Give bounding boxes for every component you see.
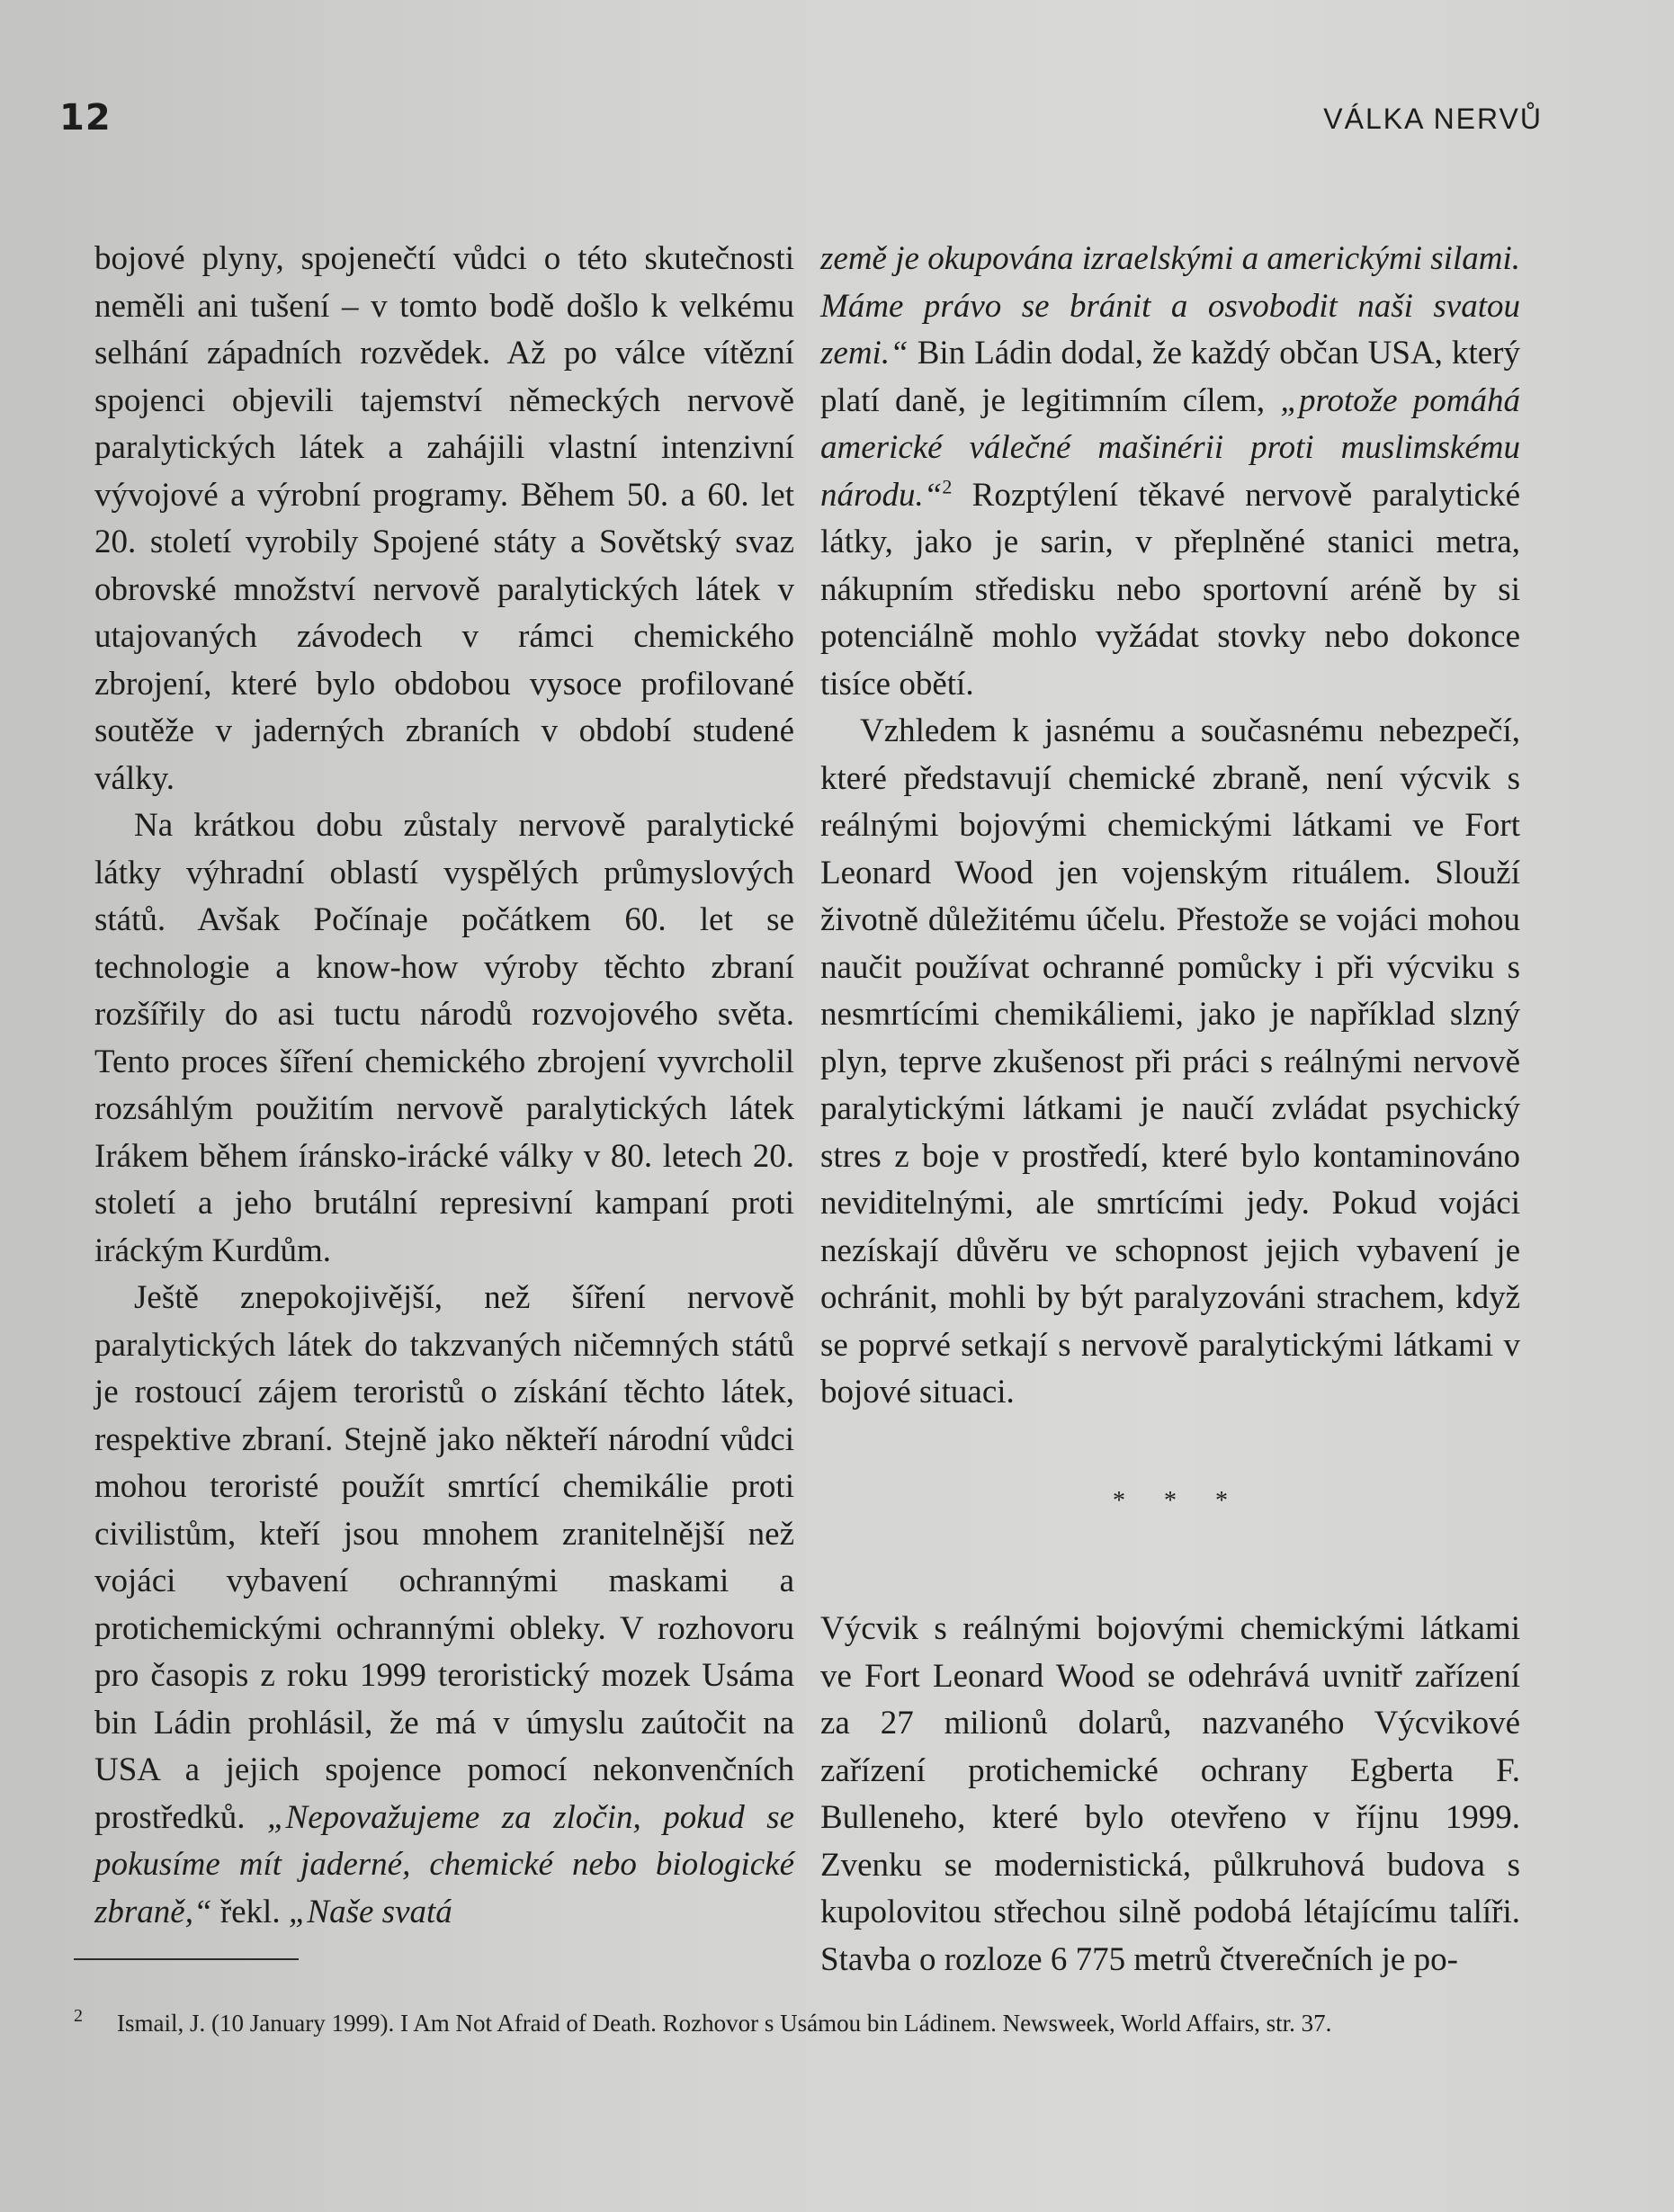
left-paragraph-3-text: Ještě znepokojivější, než šíření nervově paralytických látek do takzvaných ničemných států je rostoucí zájem teroristů o získání těchto látek, respektive zbraní. Stejně jako někteří národní vůdci mohou teroristé použít smrtící chemikálie proti civilistům, kteří jsou mnohem zranitelnější než vojáci vybavení ochrannými maskami a protichemickými ochrannými obleky. V rozhovoru pro časopis z roku 1999 teroristický mozek Usáma bin Ládin prohlásil, že má v úmyslu zaútočit na USA a jejich spojence pomocí nekonvenčních prostředků. (94, 1279, 794, 1836)
bin-laden-quote-2-start: „Naše svatá (288, 1893, 452, 1930)
right-paragraph-2: Vzhledem k jasnému a současnému nebezpečí, které představují chemické zbraně, není výcvik s reálnými bojovými chemickými látkami ve Fort Leonard Wood jen vojenským rituálem. Slouží životně důležitému účelu. Přestože se vojáci mohou naučit používat ochranné pomůcky i při výcviku s nesmrtícími chemikáliemi, jako je například slzný plyn, teprve zkušenost při práci s reálnými nervově paralytickými látkami je naučí zvládat psychický stres z boje v prostředí, které bylo kontaminováno neviditelnými, ale smrtícími jedy. Pokud vojáci nezískají důvěru ve schopnost jejich vybavení je ochránit, mohli by být paralyzováni strachem, když se poprvé setkají s nervově paralytickými látkami v bojové situaci. (820, 712, 1520, 1410)
right-paragraph-1-text: Bin Ládin dodal, že každý občan USA, který platí daně, je legitimním cílem, (820, 335, 1520, 419)
footnote-mark: 2 (74, 2006, 83, 2026)
footnote-text: Ismail, J. (10 January 1999). I Am Not Afraid of Death. Rozhovor s Usámou bin Ládinem. Newsweek, World Affairs, str. 37. (117, 2010, 1332, 2037)
bin-laden-quote-2-continued: země je okupována izraelskými a americkými silami. Máme právo se bránit a osvobodit naši svatou zemi.“ (820, 240, 1520, 372)
right-text-column (820, 236, 1520, 1984)
bin-laden-quote-3: „protože pomáhá americké válečné mašinérii proti muslimskému národu.“ (820, 381, 1520, 514)
right-paragraph-1-rest: Rozptýlení těkavé nervově paralytické látky, jako je sarin, v přeplněné stanici metra, nákupním středisku nebo sportovní aréně by si potenciálně mohlo vyžádat stovky nebo dokonce tisíce obětí. (820, 476, 1520, 703)
right-paragraph-1 (820, 236, 1520, 708)
page-number: 12 (59, 97, 112, 139)
said-text: řekl. (211, 1893, 289, 1930)
running-head-title: VÁLKA NERVŮ (1323, 103, 1543, 135)
left-paragraph-1: bojové plyny, spojenečtí vůdci o této skutečnosti neměli ani tušení – v tomto bodě došlo k velkému selhání západních rozvědek. Až po válce vítězní spojenci objevili tajemství německých nervově paralytických látek a zahájili vlastní intenzivní vývojové a výrobní programy. Během 50. a 60. let 20. století vyrobily Spojené státy a Sovětský svaz obrovské množství nervově paralytických látek v utajovaných závodech v rámci chemického zbrojení, které bylo obdobou vysoce profilované soutěže v jaderných zbraních v období studené války. (94, 240, 794, 797)
section-separator: * * * (1113, 1486, 1244, 1515)
left-text-column (94, 236, 794, 1936)
footnote-divider (74, 1958, 299, 1960)
bin-laden-quote-1: „Nepovažujeme za zločin, pokud se pokusíme mít jaderné, chemické nebo biologické zbraně,“ (94, 1798, 794, 1930)
footnote-reference: 2 (942, 475, 953, 498)
left-paragraph-2: Na krátkou dobu zůstaly nervově paralytické látky výhradní oblastí vyspělých průmyslových států. Avšak Počínaje počátkem 60. let se technologie a know-how výroby těchto zbraní rozšířily do asi tuctu národů rozvojového světa. Tento proces šíření chemického zbrojení vyvrcholil rozsáhlým použitím nervově paralytických látek Irákem během íránsko-irácké války v 80. letech 20. století a jeho brutální represivní kampaní proti iráckým Kurdům. (94, 807, 794, 1269)
left-paragraph-3 (94, 1275, 794, 1936)
right-paragraph-3: Výcvik s reálnými bojovými chemickými látkami ve Fort Leonard Wood se odehrává uvnitř zařízení za 27 milionů dolarů, nazvaného Výcvikové zařízení protichemické ochrany Egberta F. Bulleneho, které bylo otevřeno v říjnu 1999. Zvenku se modernistická, půlkruhová budova s kupolovitou střechou silně podobá létajícímu talíři. Stavba o rozloze 6 775 metrů čtverečních je po- (820, 1610, 1520, 1978)
